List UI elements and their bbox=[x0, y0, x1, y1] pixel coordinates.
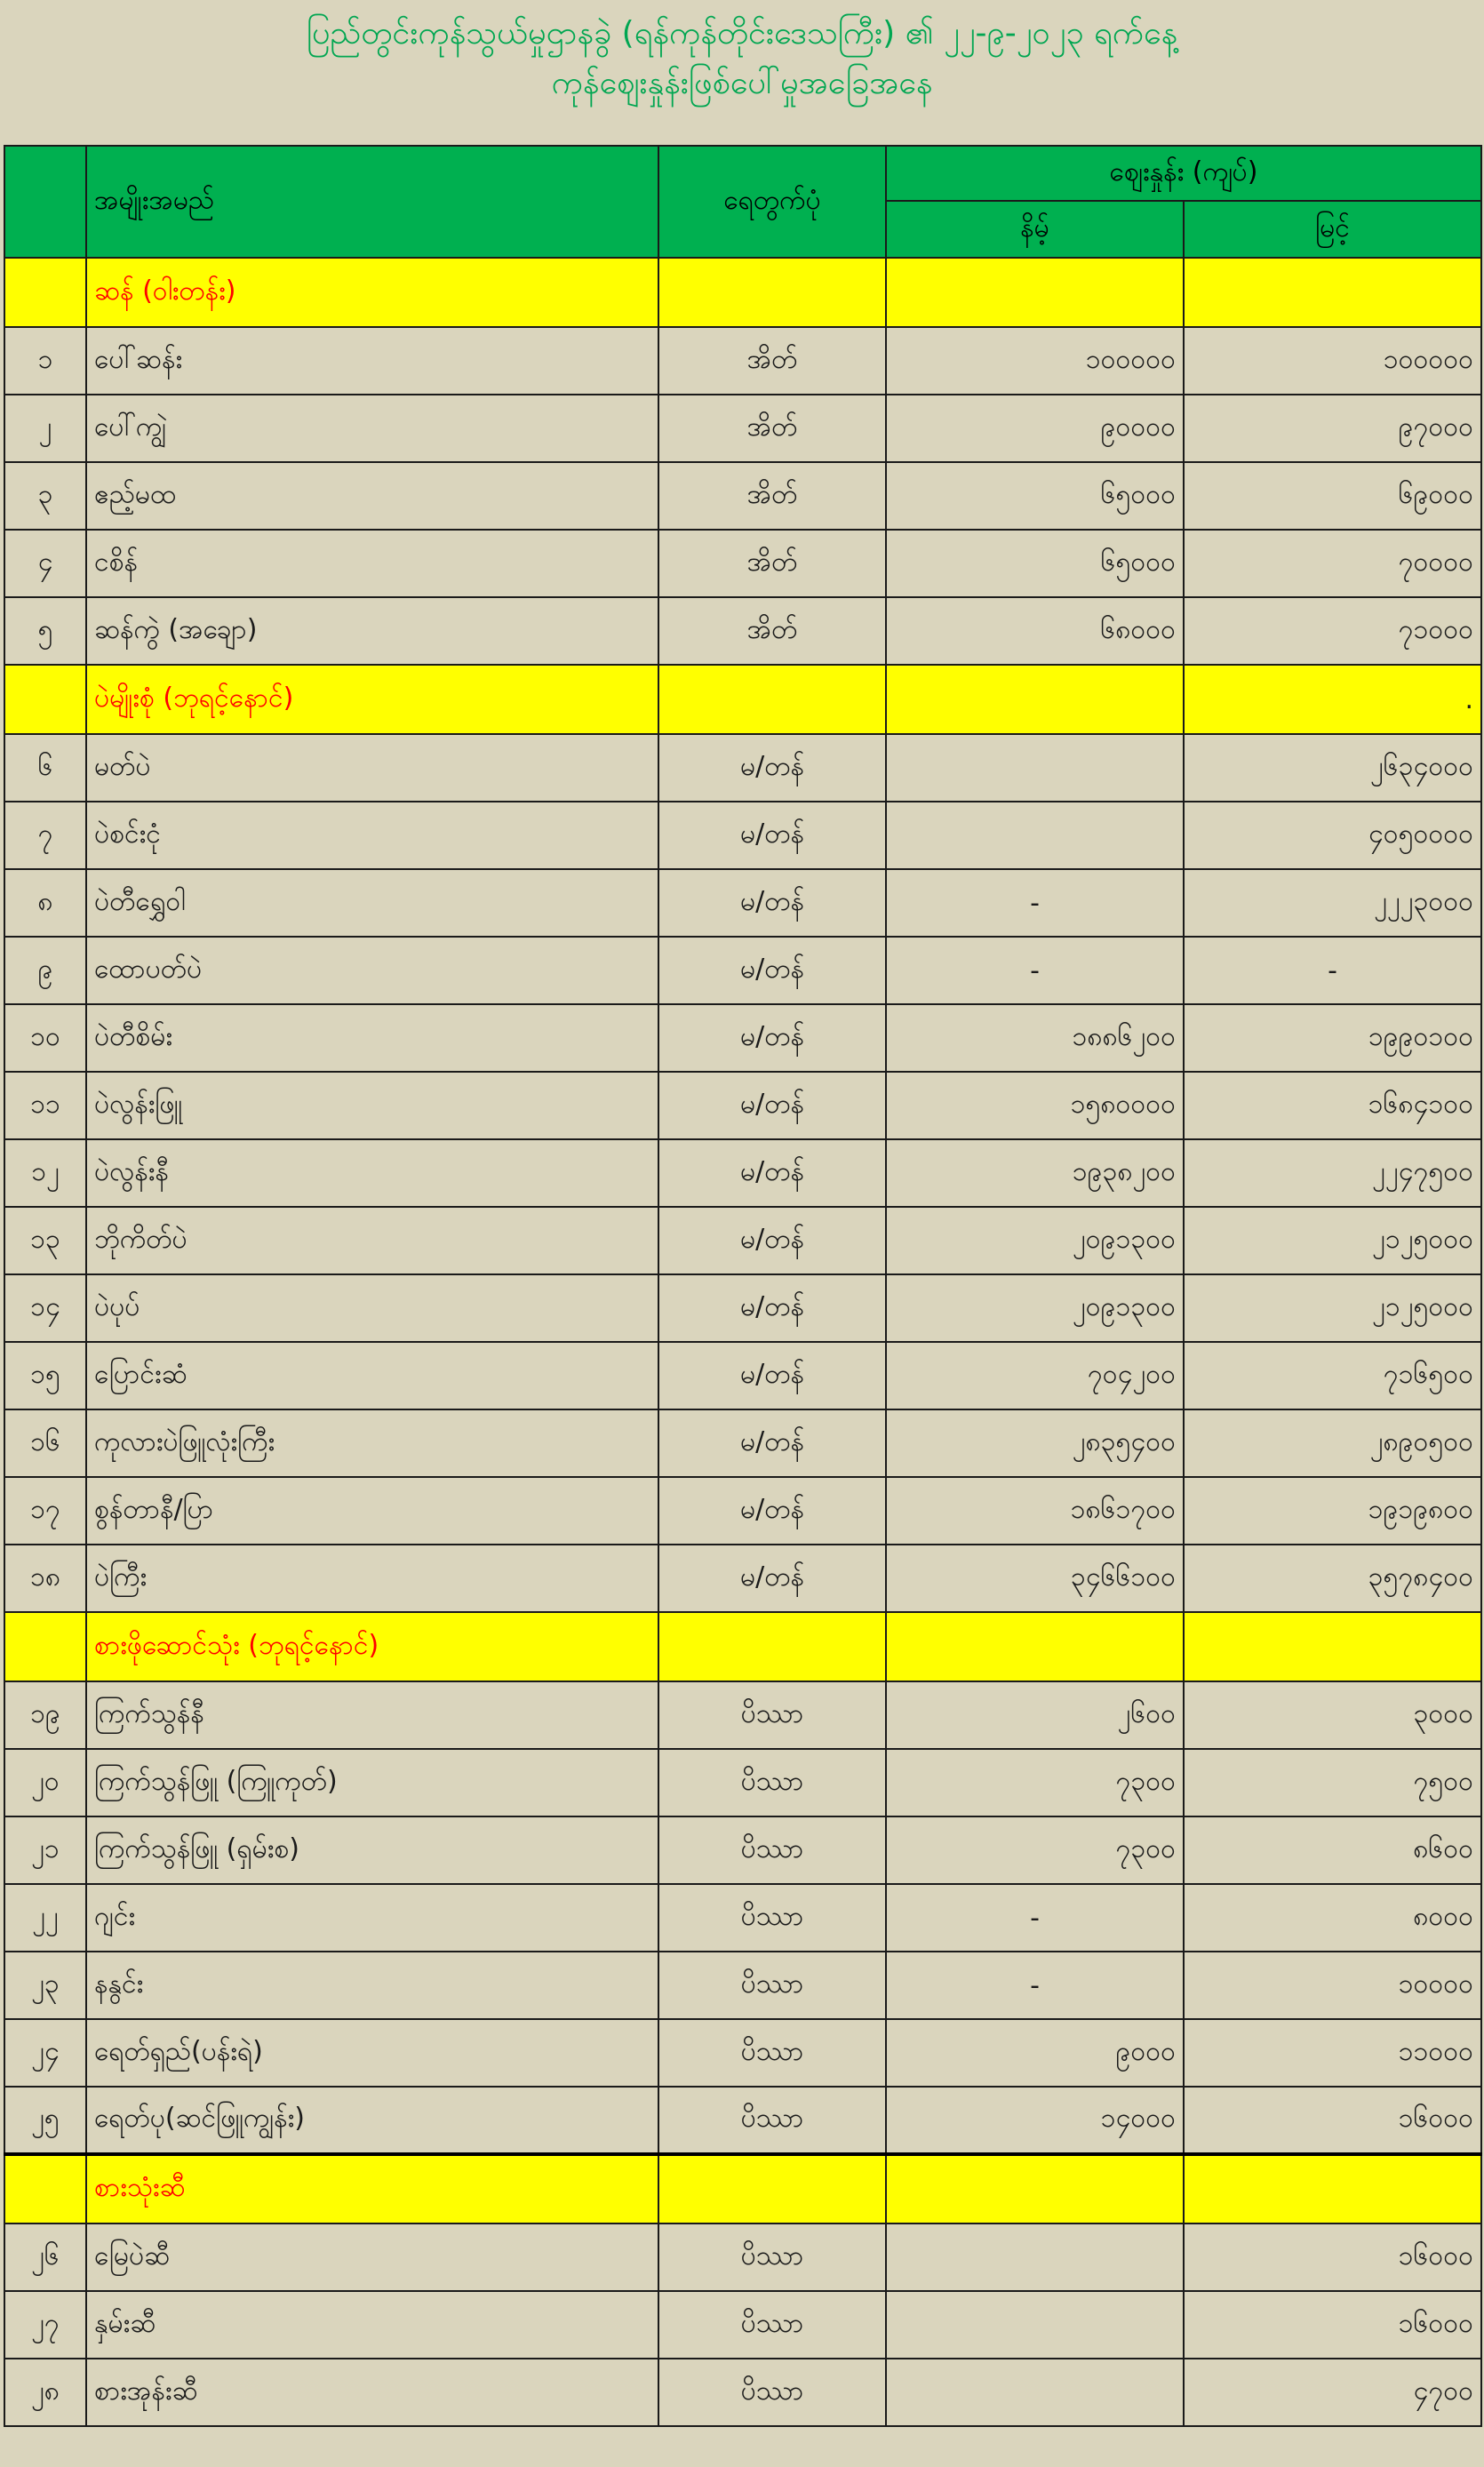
item-unit: မ/တန် bbox=[658, 1207, 886, 1274]
price-high: ၈၆၀၀ bbox=[1184, 1816, 1481, 1884]
item-unit: မ/တန် bbox=[658, 1139, 886, 1207]
table-row bbox=[4, 2019, 1481, 2087]
row-number: ၂၃ bbox=[4, 1952, 86, 2019]
price-high: ၂၂၄၇၅၀၀ bbox=[1184, 1139, 1481, 1207]
price-high: ၁၁၀၀၀ bbox=[1184, 2019, 1481, 2087]
price-high: ၇၀၀၀၀ bbox=[1184, 530, 1481, 597]
section-title: စားသုံးဆီ bbox=[86, 2154, 658, 2223]
item-unit: မ/တန် bbox=[658, 1477, 886, 1545]
table-row bbox=[4, 1207, 1481, 1274]
price-low: ၁၅၈၀၀၀၀ bbox=[886, 1072, 1184, 1139]
table-row bbox=[4, 2087, 1481, 2154]
row-number: ၇ bbox=[4, 802, 86, 869]
table-row bbox=[4, 1342, 1481, 1409]
section-title: ပဲမျိုးစုံ (ဘုရင့်နောင်) bbox=[86, 665, 658, 734]
col-header-number bbox=[4, 146, 86, 258]
price-low: ၁၀၀၀၀၀ bbox=[886, 327, 1184, 395]
item-name: ပဲလွန်းဖြူ bbox=[86, 1072, 658, 1139]
price-low: ၉၀၀၀၀ bbox=[886, 395, 1184, 462]
item-name: ဂျင်း bbox=[86, 1884, 658, 1952]
price-low bbox=[886, 802, 1184, 869]
item-name: ပဲလွန်းနီ bbox=[86, 1139, 658, 1207]
item-name: စွန်တာနီ/ပြာ bbox=[86, 1477, 658, 1545]
row-number: ၁၁ bbox=[4, 1072, 86, 1139]
item-name: ဘိုကိတ်ပဲ bbox=[86, 1207, 658, 1274]
item-unit: ပိဿာ bbox=[658, 2359, 886, 2426]
item-unit: ပိဿာ bbox=[658, 1681, 886, 1749]
item-unit: ပိဿာ bbox=[658, 2087, 886, 2154]
table-row bbox=[4, 1884, 1481, 1952]
table-row bbox=[4, 2291, 1481, 2359]
table-row bbox=[4, 937, 1481, 1004]
section-number-cell bbox=[4, 2154, 86, 2223]
price-low: ၂၀၉၁၃၀၀ bbox=[886, 1274, 1184, 1342]
table-row bbox=[4, 1477, 1481, 1545]
price-high: - bbox=[1184, 937, 1481, 1004]
item-name: ကြက်သွန်ဖြူ (ကြူကုတ်) bbox=[86, 1749, 658, 1816]
item-unit: အိတ် bbox=[658, 597, 886, 665]
price-low: ၇၀၄၂၀၀ bbox=[886, 1342, 1184, 1409]
section-low-cell bbox=[886, 665, 1184, 734]
item-name: ဆန်ကွဲ (အချော) bbox=[86, 597, 658, 665]
section-number-cell bbox=[4, 665, 86, 734]
price-high: ၁၆၀၀၀ bbox=[1184, 2223, 1481, 2291]
item-unit: မ/တန် bbox=[658, 937, 886, 1004]
row-number: ၁၂ bbox=[4, 1139, 86, 1207]
item-unit: ပိဿာ bbox=[658, 1749, 886, 1816]
price-low bbox=[886, 2291, 1184, 2359]
item-name: ပြောင်းဆံ bbox=[86, 1342, 658, 1409]
table-row bbox=[4, 1139, 1481, 1207]
table-row bbox=[4, 327, 1481, 395]
table-row bbox=[4, 597, 1481, 665]
table-row bbox=[4, 1409, 1481, 1477]
row-number: ၂၈ bbox=[4, 2359, 86, 2426]
row-number: ၂ bbox=[4, 395, 86, 462]
price-low: ၉၀၀၀ bbox=[886, 2019, 1184, 2087]
item-name: ကြက်သွန်ဖြူ (ရှမ်းစ) bbox=[86, 1816, 658, 1884]
table-row bbox=[4, 1274, 1481, 1342]
item-name: ကုလားပဲဖြူလုံးကြီး bbox=[86, 1409, 658, 1477]
item-unit: ပိဿာ bbox=[658, 1816, 886, 1884]
item-name: ပေါ်ဆန်း bbox=[86, 327, 658, 395]
table-row bbox=[4, 734, 1481, 802]
section-unit-cell bbox=[658, 258, 886, 327]
price-high: ၉၇၀၀၀ bbox=[1184, 395, 1481, 462]
section-unit-cell bbox=[658, 665, 886, 734]
row-number: ၁၅ bbox=[4, 1342, 86, 1409]
col-header-price: ဈေးနှုန်း (ကျပ်) bbox=[886, 146, 1481, 201]
price-low: ၇၃၀၀ bbox=[886, 1749, 1184, 1816]
item-name: ထောပတ်ပဲ bbox=[86, 937, 658, 1004]
section-high-cell bbox=[1184, 2154, 1481, 2223]
item-name: ပဲကြီး bbox=[86, 1545, 658, 1612]
item-name: ပဲတီစိမ်း bbox=[86, 1004, 658, 1072]
price-high: ၄၇၀၀ bbox=[1184, 2359, 1481, 2426]
table-row bbox=[4, 1749, 1481, 1816]
price-low: ၁၄၀၀၀ bbox=[886, 2087, 1184, 2154]
item-name: ကြက်သွန်နီ bbox=[86, 1681, 658, 1749]
table-row bbox=[4, 2359, 1481, 2426]
price-high: ၆၉၀၀၀ bbox=[1184, 462, 1481, 530]
price-low: ၆၅၀၀၀ bbox=[886, 462, 1184, 530]
item-name: နနွင်း bbox=[86, 1952, 658, 2019]
row-number: ၉ bbox=[4, 937, 86, 1004]
price-high: ၁၀၀၀၀၀ bbox=[1184, 327, 1481, 395]
price-low: ၁၈၆၁၇၀၀ bbox=[886, 1477, 1184, 1545]
item-unit: မ/တန် bbox=[658, 1545, 886, 1612]
row-number: ၂၁ bbox=[4, 1816, 86, 1884]
item-name: မြေပဲဆီ bbox=[86, 2223, 658, 2291]
title-line-1: ပြည်တွင်းကုန်သွယ်မှုဌာနခွဲ (ရန်ကုန်တိုင်းဒေသကြီး) ၏ ၂၂-၉-၂၀၂၃ ရက်နေ့ bbox=[306, 15, 1178, 52]
price-high: ၁၆၈၄၁၀၀ bbox=[1184, 1072, 1481, 1139]
price-high: ၂၈၉၀၅၀၀ bbox=[1184, 1409, 1481, 1477]
price-high: ၂၁၂၅၀၀၀ bbox=[1184, 1274, 1481, 1342]
price-high: ၂၆၃၄၀၀၀ bbox=[1184, 734, 1481, 802]
item-unit: ပိဿာ bbox=[658, 2223, 886, 2291]
price-high: ၁၆၀၀၀ bbox=[1184, 2087, 1481, 2154]
item-name: နှမ်းဆီ bbox=[86, 2291, 658, 2359]
row-number: ၂၆ bbox=[4, 2223, 86, 2291]
row-number: ၁၄ bbox=[4, 1274, 86, 1342]
item-name: ပဲစင်းငုံ bbox=[86, 802, 658, 869]
price-low: - bbox=[886, 937, 1184, 1004]
table-row bbox=[4, 530, 1481, 597]
price-low: ၆၅၀၀၀ bbox=[886, 530, 1184, 597]
section-number-cell bbox=[4, 1612, 86, 1681]
price-high: ၁၉၁၉၈၀၀ bbox=[1184, 1477, 1481, 1545]
table-row bbox=[4, 1681, 1481, 1749]
price-high: ၃၅၇၈၄၀၀ bbox=[1184, 1545, 1481, 1612]
row-number: ၁၆ bbox=[4, 1409, 86, 1477]
price-low: ၂၀၉၁၃၀၀ bbox=[886, 1207, 1184, 1274]
price-low bbox=[886, 2359, 1184, 2426]
price-high: ၈၀၀၀ bbox=[1184, 1884, 1481, 1952]
row-number: ၂၇ bbox=[4, 2291, 86, 2359]
section-low-cell bbox=[886, 258, 1184, 327]
item-unit: အိတ် bbox=[658, 395, 886, 462]
item-unit: ပိဿာ bbox=[658, 1884, 886, 1952]
row-number: ၅ bbox=[4, 597, 86, 665]
section-row bbox=[4, 665, 1481, 734]
col-header-unit: ရေတွက်ပုံ bbox=[658, 146, 886, 258]
price-table bbox=[4, 145, 1482, 2427]
item-name: စားအုန်းဆီ bbox=[86, 2359, 658, 2426]
price-high: ၇၁၀၀၀ bbox=[1184, 597, 1481, 665]
section-row bbox=[4, 1612, 1481, 1681]
row-number: ၂၂ bbox=[4, 1884, 86, 1952]
item-name: မတ်ပဲ bbox=[86, 734, 658, 802]
price-high: ၁၉၉၀၁၀၀ bbox=[1184, 1004, 1481, 1072]
item-unit: မ/တန် bbox=[658, 1004, 886, 1072]
section-high-cell bbox=[1184, 1612, 1481, 1681]
row-number: ၂၄ bbox=[4, 2019, 86, 2087]
section-low-cell bbox=[886, 1612, 1184, 1681]
table-row bbox=[4, 1545, 1481, 1612]
table-row bbox=[4, 395, 1481, 462]
item-name: ပဲတီရွှေဝါ bbox=[86, 869, 658, 937]
price-low: ၁၈၈၆၂၀၀ bbox=[886, 1004, 1184, 1072]
item-unit: ပိဿာ bbox=[658, 2019, 886, 2087]
section-unit-cell bbox=[658, 2154, 886, 2223]
item-name: ပေါ်ကျွဲ bbox=[86, 395, 658, 462]
price-low: ၂၆၀၀ bbox=[886, 1681, 1184, 1749]
col-header-item: အမျိုးအမည် bbox=[86, 146, 658, 258]
price-high: ၇၅၀၀ bbox=[1184, 1749, 1481, 1816]
row-number: ၁၈ bbox=[4, 1545, 86, 1612]
row-number: ၁၀ bbox=[4, 1004, 86, 1072]
row-number: ၆ bbox=[4, 734, 86, 802]
item-name: ပဲပုပ် bbox=[86, 1274, 658, 1342]
item-unit: မ/တန် bbox=[658, 802, 886, 869]
row-number: ၁၃ bbox=[4, 1207, 86, 1274]
item-unit: အိတ် bbox=[658, 327, 886, 395]
item-name: ရေတ်ရှည်(ပန်းရဲ) bbox=[86, 2019, 658, 2087]
col-header-high: မြင့် bbox=[1184, 201, 1481, 258]
table-row bbox=[4, 462, 1481, 530]
price-low: ၆၈၀၀၀ bbox=[886, 597, 1184, 665]
price-low: ၃၄၆၆၁၀၀ bbox=[886, 1545, 1184, 1612]
section-row bbox=[4, 258, 1481, 327]
item-unit: မ/တန် bbox=[658, 1409, 886, 1477]
row-number: ၂၀ bbox=[4, 1749, 86, 1816]
table-row bbox=[4, 1072, 1481, 1139]
price-high: ၁၆၀၀၀ bbox=[1184, 2291, 1481, 2359]
item-unit: အိတ် bbox=[658, 530, 886, 597]
price-high: ၁၀၀၀၀ bbox=[1184, 1952, 1481, 2019]
section-unit-cell bbox=[658, 1612, 886, 1681]
table-row bbox=[4, 1952, 1481, 2019]
item-unit: အိတ် bbox=[658, 462, 886, 530]
section-row bbox=[4, 2154, 1481, 2223]
item-unit: မ/တန် bbox=[658, 1342, 886, 1409]
price-low: - bbox=[886, 869, 1184, 937]
row-number: ၈ bbox=[4, 869, 86, 937]
price-high: ၂၂၂၃၀၀၀ bbox=[1184, 869, 1481, 937]
row-number: ၁၉ bbox=[4, 1681, 86, 1749]
row-number: ၁၇ bbox=[4, 1477, 86, 1545]
row-number: ၂၅ bbox=[4, 2087, 86, 2154]
price-low: ၇၃၀၀ bbox=[886, 1816, 1184, 1884]
item-unit: မ/တန် bbox=[658, 1274, 886, 1342]
item-name: ရေတ်ပု(ဆင်ဖြူကျွန်း) bbox=[86, 2087, 658, 2154]
table-row bbox=[4, 2223, 1481, 2291]
title-line-2: ကုန်ဈေးနှုန်းဖြစ်ပေါ်မှုအခြေအနေ bbox=[551, 65, 933, 101]
section-title: ဆန် (ဝါးတန်း) bbox=[86, 258, 658, 327]
row-number: ၃ bbox=[4, 462, 86, 530]
item-unit: မ/တန် bbox=[658, 734, 886, 802]
report-title bbox=[0, 0, 1484, 147]
table-row bbox=[4, 802, 1481, 869]
price-high: ၇၁၆၅၀၀ bbox=[1184, 1342, 1481, 1409]
item-name: ငစိန် bbox=[86, 530, 658, 597]
col-header-low: နိမ့် bbox=[886, 201, 1184, 258]
section-high-cell: . bbox=[1184, 665, 1481, 734]
price-low bbox=[886, 2223, 1184, 2291]
section-number-cell bbox=[4, 258, 86, 327]
row-number: ၁ bbox=[4, 327, 86, 395]
price-high: ၂၁၂၅၀၀၀ bbox=[1184, 1207, 1481, 1274]
section-high-cell bbox=[1184, 258, 1481, 327]
item-name: ဧည့်မထ bbox=[86, 462, 658, 530]
item-unit: မ/တန် bbox=[658, 1072, 886, 1139]
section-title: စားဖိုဆောင်သုံး (ဘုရင့်နောင်) bbox=[86, 1612, 658, 1681]
price-low: ၁၉၃၈၂၀၀ bbox=[886, 1139, 1184, 1207]
price-low: - bbox=[886, 1952, 1184, 2019]
item-unit: ပိဿာ bbox=[658, 2291, 886, 2359]
row-number: ၄ bbox=[4, 530, 86, 597]
item-unit: ပိဿာ bbox=[658, 1952, 886, 2019]
section-low-cell bbox=[886, 2154, 1184, 2223]
item-unit: မ/တန် bbox=[658, 869, 886, 937]
table-row bbox=[4, 1816, 1481, 1884]
table-row bbox=[4, 1004, 1481, 1072]
price-low: ၂၈၃၅၄၀၀ bbox=[886, 1409, 1184, 1477]
price-high: ၃၀၀၀ bbox=[1184, 1681, 1481, 1749]
price-low bbox=[886, 734, 1184, 802]
table-body bbox=[4, 258, 1481, 2426]
price-high: ၄၀၅၀၀၀၀ bbox=[1184, 802, 1481, 869]
table-row bbox=[4, 869, 1481, 937]
price-low: - bbox=[886, 1884, 1184, 1952]
